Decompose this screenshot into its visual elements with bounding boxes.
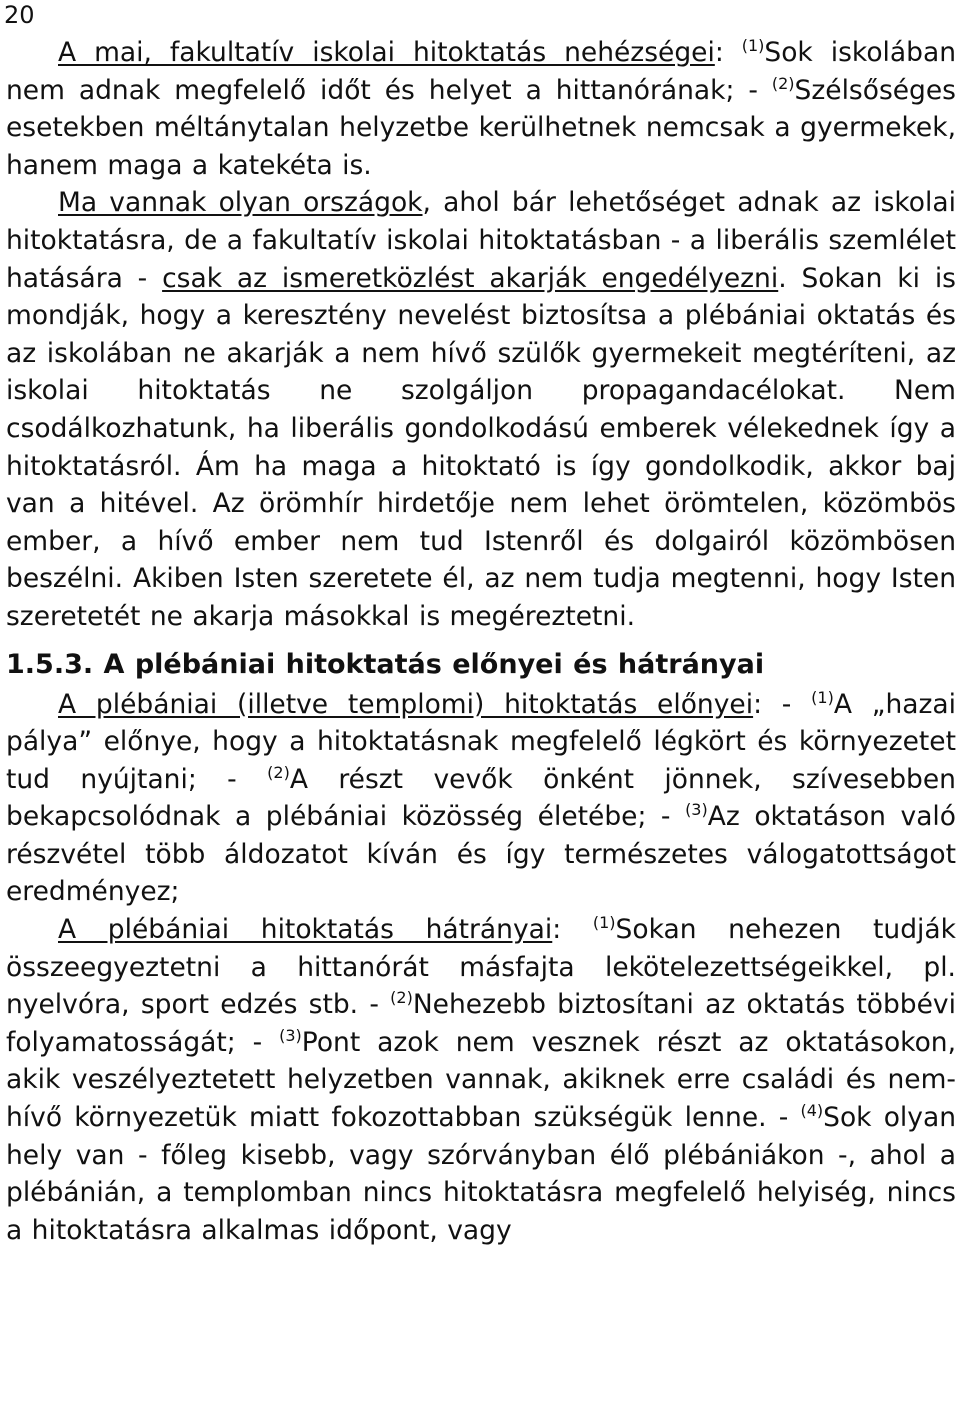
advantages-text-2: A részt vevők önként jönnek, szívesebben bekapcsolódnak a plébániai közösség életébe; - <box>6 763 956 833</box>
page-number: 20 <box>4 1 35 29</box>
item-marker: (4) <box>800 1101 824 1121</box>
item-marker: (2) <box>390 988 413 1008</box>
item-marker: (2) <box>267 762 290 782</box>
countries-lead: Ma vannak olyan országok <box>58 187 423 219</box>
paragraph-advantages <box>6 686 956 912</box>
countries-text-1: , ahol bár lehetőséget adnak az iskolai hitoktatásra, de a fakultatív iskolai hitoktatásban - a liberális szemlélet hatására - <box>6 187 956 294</box>
item-marker: (1) <box>592 913 616 933</box>
item-marker: (1) <box>811 687 834 707</box>
paragraph-disadvantages <box>6 911 956 1249</box>
paragraph-countries <box>6 184 956 635</box>
disadvantages-text-4: Sok olyan hely van - főleg kisebb, vagy szórványban élő plébániákon -, ahol a plébánián, a templomban nincs hitoktatásra megfelelő helyiség, nincs a hitoktatásra alkalmas időpont, vagy <box>6 1102 956 1246</box>
disadvantages-text-3: Pont azok nem vesznek részt az oktatásokon, akik veszélyeztetett helyzetben vannak, akiknek erre családi és nem-hívő környezetük miatt fokozottabban szükségük lenne. - <box>6 1026 956 1134</box>
difficulties-colon: : <box>714 37 742 68</box>
countries-text-2: . Sokan ki is mondják, hogy a keresztény nevelést biztosítsa a plébániai oktatás és az iskolában ne akarják a nem hívő szülők gyermekeit megtéríteni, az iskolai hitoktatás ne szolgáljon propagandacélokat. Nem csodálkozhatunk, ha liberális gondolkodású emberek vélekednek így a hitoktatásról. Ám ha maga a hitoktató is így gondolkodik, akkor baj van a hitével. Az örömhír hirdetője nem lehet örömtelen, közömbös ember, a hívő ember nem tud Istenről és dolgairól közömbösen beszélni. Akiben Isten szeretete él, az nem tudja megtenni, hogy Isten szeretetét ne akarja másokkal is megéreztetni. <box>6 262 956 632</box>
disadvantages-lead: A plébániai hitoktatás hátrányai <box>58 914 553 946</box>
difficulties-text-2: Szélsőséges esetekben méltánytalan helyzetbe kerülhetnek nemcsak a gyermekek, hanem maga a katekéta is. <box>6 74 956 181</box>
advantages-colon: : - <box>753 688 812 720</box>
item-marker: (3) <box>279 1025 302 1045</box>
difficulties-text-1: Sok iskolában nem adnak megfelelő időt és helyet a hittanórának; - <box>6 37 956 106</box>
page-body <box>6 34 956 1249</box>
item-marker: (3) <box>685 800 708 820</box>
disadvantages-text-2: Nehezebb biztosítani az oktatás többévi folyamatosságát; - <box>6 989 956 1058</box>
item-marker: (1) <box>741 36 765 55</box>
advantages-lead: A plébániai (illetve templomi) hitoktatás előnyei <box>58 688 754 720</box>
advantages-text-1: A „hazai pálya” előnye, hogy a hitoktatásnak megfelelő légkört és környezetet tud nyújtani; - <box>6 688 956 795</box>
disadvantages-colon: : <box>552 914 593 946</box>
item-marker: (2) <box>771 73 795 93</box>
difficulties-lead: A mai, fakultatív iskolai hitoktatás nehézségei <box>58 37 715 68</box>
paragraph-difficulties <box>6 34 956 184</box>
countries-underlined: csak az ismeretközlést akarják engedélyezni <box>162 262 779 294</box>
section-heading: 1.5.3. A plébániai hitoktatás előnyei és hátrányai <box>6 648 765 680</box>
disadvantages-text-1: Sokan nehezen tudják összeegyeztetni a hittanórát másfajta lekötelezettségeikkel, pl. nyelvóra, sport edzés stb. - <box>6 914 956 1021</box>
advantages-text-3: Az oktatáson való részvétel több áldozatot kíván és így természetes válogatottságot eredményez; <box>6 801 957 908</box>
